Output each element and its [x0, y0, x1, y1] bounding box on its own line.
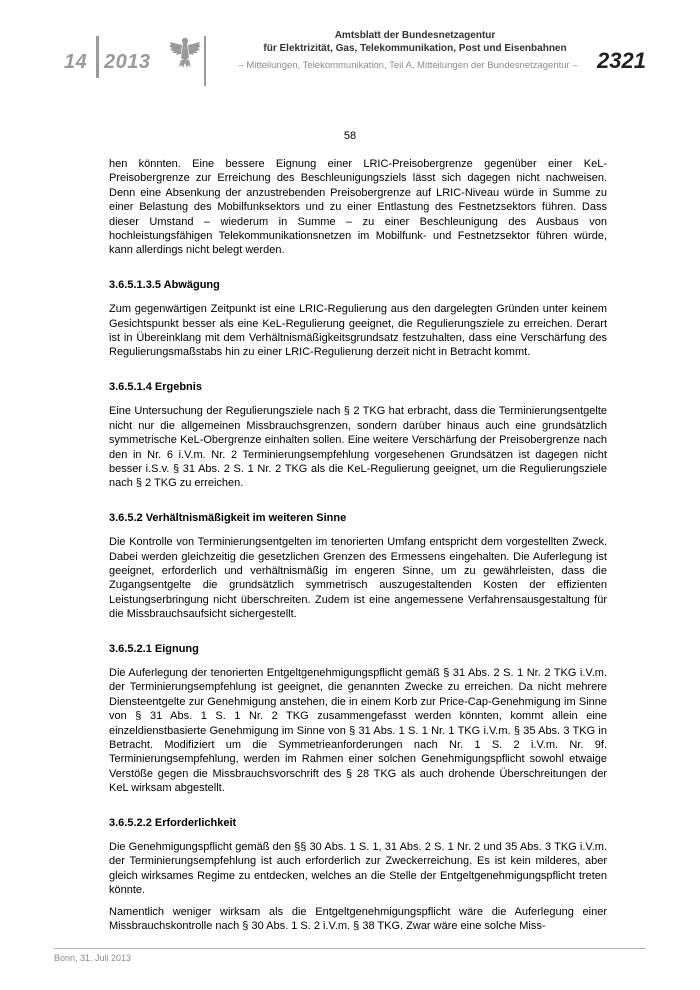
document-body	[109, 157, 607, 940]
journal-subtitle: für Elektrizität, Gas, Telekommunikation, Post und Eisenbahnen	[263, 43, 567, 54]
document-page-number: 58	[343, 130, 357, 142]
section-paragraph: Zum gegenwärtigen Zeitpunkt ist eine LRIC-Regulierung aus den dargelegten Gründen unter keinem Gesichtspunkt besser als eine KeL-Regulierung geeignet, die Regulierungsziele zu erreichen. Derart ist in Übereinklang mit dem Verhältnismäßigkeitsgrundsatz festzuhalten, dass eine Verschärfung des Regulierungsmaßstabs hin zu einer LRIC-Regulierung derzeit nicht in Betracht kommt.	[109, 303, 607, 359]
section-paragraph: Die Kontrolle von Terminierungsentgelten im tenorierten Umfang entspricht dem vorgestellten Zweck. Dabei werden gleichzeitig die gesetzlichen Grenzen des Ermessens eingehalten. Die Auferlegung ist geeignet, erforderlich und verhältnismäßig im engeren Sinne, um zu gewährleisten, dass die Zugangsentgelte die grundsätzlich symmetrisch auszugestaltenden Kosten der effizienten Leistungserbringung nicht überschreiten. Zudem ist eine angemessene Verfahrensausgestaltung für die Missbrauchsaufsicht sichergestellt.	[109, 536, 607, 621]
federal-eagle-icon	[168, 34, 202, 70]
section-heading: 3.6.5.1.4 Ergebnis	[109, 380, 202, 393]
intro-paragraph: hen könnten. Eine bessere Eignung einer LRIC-Preisobergrenze gegenüber einer KeL-Preisobergrenze zur Erreichung des Beschleunigungsziels lässt sich dagegen nicht nachweisen. Denn eine Absenkung der anzustrebenden Preisobergrenze auf LRIC-Niveau würde in Summe zu einer Belastung des Mobilfunksektors und zu einer Entlastung des Festnetzsektors führen. Dass dieser Umstand – wiederum in Summe – zu einer Beschleunigung des Ausbaus von hochleistungsfähigen Telekommunikationsnetzen im Mobilfunk- und Festnetzsektor führen würde, kann allerdings nicht belegt werden.	[109, 158, 607, 257]
issue-divider	[96, 36, 99, 78]
section-heading: 3.6.5.2.2 Erforderlichkeit	[109, 816, 237, 829]
section-paragraph: Namentlich weniger wirksam als die Entgeltgenehmigungspflicht wäre die Auferlegung einer Missbrauchskontrolle nach § 30 Abs. 1 S. 2 i.V.m. § 38 TKG. Zwar wäre eine solche Miss-	[109, 905, 607, 933]
section-heading: 3.6.5.2.1 Eignung	[109, 642, 199, 655]
section-subtitle: – Mitteilungen, Telekommunikation, Teil A, Mitteilungen der Bundesnetzagentur –	[238, 60, 578, 71]
header-divider	[204, 36, 206, 86]
issue-number: 14	[64, 51, 88, 73]
issue-year: 2013	[104, 51, 151, 73]
section-heading: 3.6.5.1.3.5 Abwägung	[109, 278, 220, 291]
section-paragraph: Eine Untersuchung der Regulierungsziele nach § 2 TKG hat erbracht, dass die Terminierungsentgelte nicht nur die allgemeinen Missbrauchsgrenzen, sondern darüber hinaus auch eine grundsätzlich symmetrische KeL-Obergrenze einhalten sollen. Eine weitere Verschärfung der Preisobergrenze nach den in Nr. 6 i.V.m. Nr. 2 Terminierungsempfehlung vorgesehenen Grundsätzen ist dagegen nicht besser i.S.v. § 31 Abs. 2 S. 1 Nr. 2 TKG als die KeL-Regulierung geeignet, um die Regulierungsziele nach § 2 TKG zu erreichen.	[109, 405, 607, 490]
footer-divider	[54, 948, 646, 949]
section-paragraph: Die Auferlegung der tenorierten Entgeltgenehmigungspflicht gemäß § 31 Abs. 2 S. 1 Nr. 2 TKG i.V.m. der Terminierungsempfehlung ist geeignet, die genannten Zwecke zu erreichen. Da nicht mehrere Diensteentgelte zur Genehmigung anstehen, die in einem Korb zur Price-Cap-Genehmigung im Sinne von § 31 Abs. 1 S. 1 Nr. 2 TKG zusammengefasst werden könnten, kommt allein eine einzeldienstbasierte Genehmigung im Sinne von § 31 Abs. 1 S. 1 Nr. 1 TKG i.V.m. § 35 Abs. 3 TKG in Betracht. Modifiziert um die Symmetrieanforderungen nach Nr. 1 S. 2 i.V.m. Nr. 9f. Terminierungsempfehlung, werden im Rahmen einer solchen Genehmigungspflicht sowohl etwaige Verstöße gegen die Missbrauchsvorschrift des § 28 TKG als auch drohende Überschreitungen der KeL wirksam abgestellt.	[109, 666, 607, 795]
section-heading: 3.6.5.2 Verhältnismäßigkeit im weiteren Sinne	[109, 511, 347, 524]
journal-title: Amtsblatt der Bundesnetzagentur	[334, 30, 496, 41]
section-paragraph: Die Genehmigungspflicht gemäß den §§ 30 Abs. 1 S. 1, 31 Abs. 2 S. 1 Nr. 2 und 35 Abs. 3 TKG i.V.m. der Terminierungsempfehlung ist auch erforderlich zur Zweckerreichung. Es ist kein milderes, aber gleich wirksames Regime zu entdecken, welches an die Stelle der Entgeltgenehmigungspflicht treten könnte.	[109, 841, 607, 897]
page-header	[0, 0, 700, 90]
footer-date: Bonn, 31. Juli 2013	[54, 953, 132, 963]
page-number: 2321	[597, 48, 646, 73]
